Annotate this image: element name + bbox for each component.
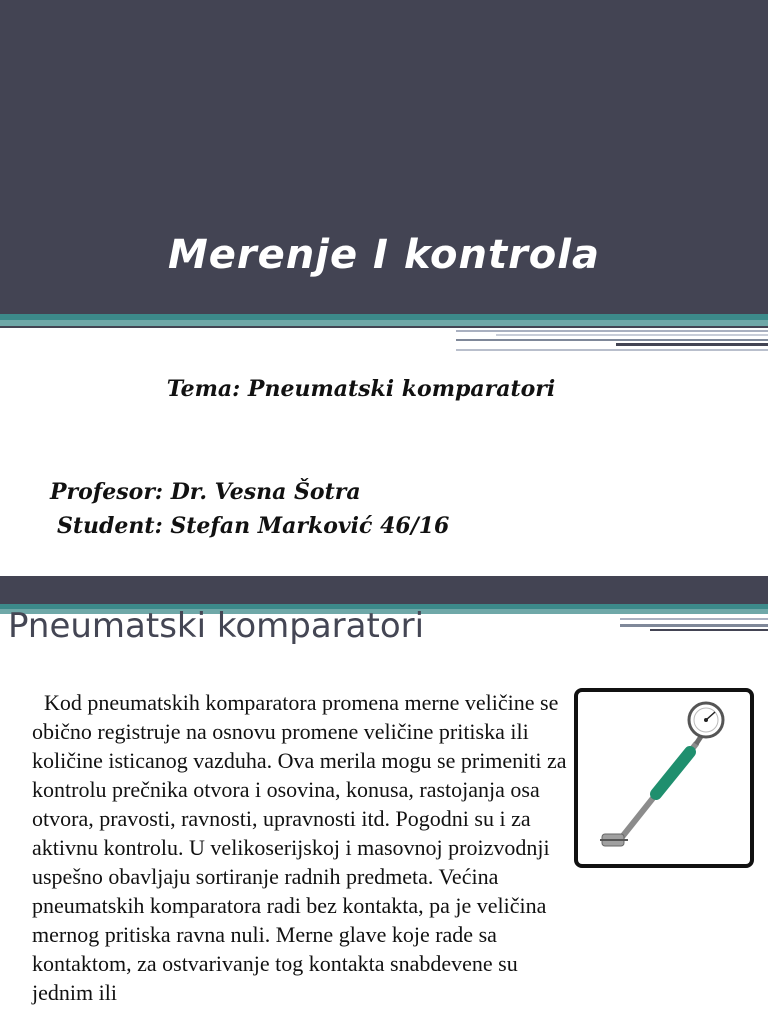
header-band [0,576,768,604]
stripe-lines [620,614,768,634]
topic-line: Tema: Pneumatski komparatori [166,376,556,402]
slide-title: Pneumatski komparatori [8,606,425,646]
presentation-title: Merenje I kontrola [167,232,600,278]
content-slide [0,576,768,1024]
professor-line: Profesor: Dr. Vesna Šotra [50,479,361,505]
student-line: Student: Stefan Marković 46/16 [57,513,450,539]
instrument-image [574,688,754,868]
stripe-lines [456,320,768,356]
body-paragraph: Kod pneumatskih komparatora promena merne veličine se obično registruje na osnovu promene veličine pritiska ili količine isticanog vazduha. Ova merila mogu se primeniti za kontrolu prečnika otvora i osovina, konusa, rastojanja osa otvora, pravosti, ravnosti, upravnosti itd. Pogodni su i za aktivnu kontrolu. U velikoserijskoj i masovnoj proizvodnji uspešno obavljaju sortiranje radnih predmeta. Većina pneumatskih komparatora radi bez kontakta, pa je veličina mernog pritiska ravna nuli. Merne glave koje rade sa kontaktom, za ostvarivanje tog kontakta snabdevene su jednim ili [32,690,567,1005]
bore-gauge-icon [578,692,750,864]
